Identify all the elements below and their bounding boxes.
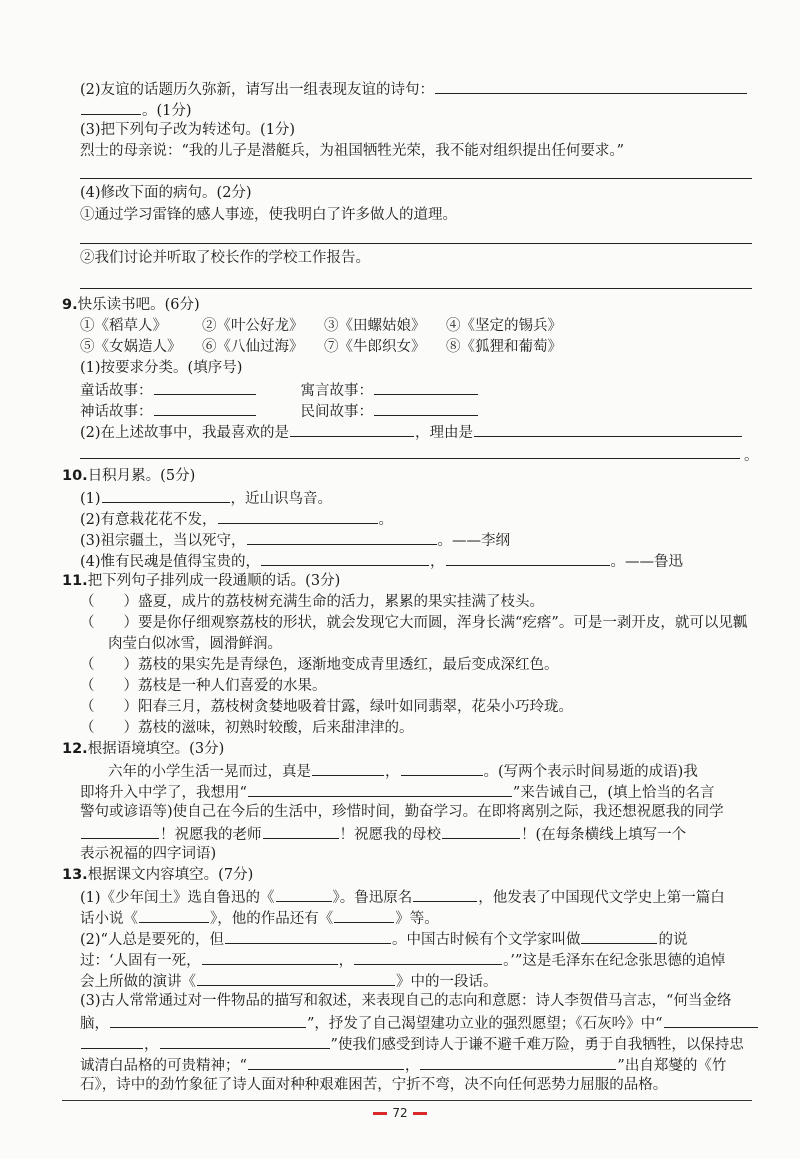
q9-title — [62, 295, 200, 315]
q8-3-prompt: (3)把下列句子改为转述句。(1分) — [80, 122, 296, 138]
prompt-text: (1)《少年闰土》选自鲁迅的《 — [80, 890, 275, 906]
q8-3-quote: 烈士的母亲说：“我的儿子是潜艇兵，为祖国牺牲光荣，我不能对组织提出任何要求。” — [80, 143, 625, 159]
q11-item: （ ）阳春三月，荔枝树贪婪地吸着甘露，绿叶如同翡翠，花朵小巧玲珑。 — [80, 699, 573, 715]
q13-line-4 — [80, 949, 725, 971]
q13-title — [62, 865, 253, 885]
q10-4 — [80, 550, 683, 572]
q9-book-row-1 — [80, 316, 562, 336]
q10-title — [62, 466, 195, 486]
q13-line-8 — [80, 1033, 744, 1055]
q8-2-score: 。(1分) — [142, 103, 192, 119]
question-title: 根据语境填空。(3分) — [87, 741, 225, 757]
q13-line-1 — [80, 886, 725, 908]
answer-blank[interactable] — [139, 907, 209, 923]
answer-blank[interactable] — [420, 1054, 616, 1070]
q9-category-row-1 — [80, 379, 479, 401]
answer-blank[interactable] — [248, 781, 512, 797]
prompt-text: ， — [338, 953, 354, 969]
q10-1 — [80, 487, 332, 509]
q13-line-10: 石》，诗中的劲竹象征了诗人面对种种艰难困苦，宁折不弯，决不向任何恶势力屈服的品格。 — [80, 1077, 668, 1093]
prompt-text: ”出自郑燮的《竹 — [617, 1058, 727, 1074]
question-title: 日积月累。(5分) — [87, 468, 196, 484]
answer-line[interactable] — [80, 243, 752, 244]
q8-4-sentence-2: ②我们讨论并听取了校长作的学校工作报告。 — [80, 250, 370, 266]
prompt-text: (4)惟有民魂是值得宝贵的， — [80, 554, 261, 570]
question-title: 快乐读书吧。(6分) — [77, 297, 200, 313]
prompt-text: 诚清白品格的可贵精神；“ — [80, 1058, 247, 1074]
q8-4-sentence-1: ①通过学习雷锋的感人事迹，使我明白了许多做人的道理。 — [80, 207, 457, 223]
q11-item-cont: 肉莹白似冰雪，圆滑鲜润。 — [108, 636, 282, 652]
q8-part2 — [80, 78, 748, 100]
book-item: ⑥《八仙过海》 — [202, 339, 304, 355]
q12-line-5: 表示祝福的四字词语) — [80, 846, 217, 862]
q11-item: （ ）要是你仔细观察荔枝的形状，就会发现它大而圆，浑身长满“疙瘩”。可是一剥开皮，就可以见瓤 — [80, 615, 748, 631]
page-number-text: 72 — [392, 1106, 408, 1120]
q12-line-3: 警句或谚语等)使自己在今后的生活中，珍惜时间，勤奋学习。在即将离别之际，我还想祝愿我的同学 — [80, 804, 724, 820]
q9-book-row-2 — [80, 337, 562, 357]
prompt-text: 。’”这是毛泽东在纪念张思德的追悼 — [503, 953, 726, 969]
prompt-text: 》中的一段话。 — [396, 974, 498, 990]
answer-blank[interactable] — [261, 550, 429, 566]
answer-blank[interactable] — [435, 78, 747, 94]
q9-2-prompt — [80, 421, 743, 443]
answer-blank[interactable] — [276, 886, 332, 902]
question-title: 把下列句子排列成一段通顺的话。(3分) — [87, 573, 341, 589]
category-label: 童话故事： — [80, 383, 153, 399]
q13-line-9 — [80, 1054, 726, 1076]
q13-line-2 — [80, 907, 439, 929]
prompt-text: ，他发表了中国现代文学史上第一篇白 — [478, 890, 725, 906]
prompt-text: (3)祖宗疆土，当以死守， — [80, 533, 246, 549]
prompt-text: ， — [430, 554, 445, 570]
q11-item: （ ）荔枝是一种人们喜爱的水果。 — [80, 678, 327, 694]
q10-3 — [80, 529, 510, 551]
q13-line-6: (3)古人常常通过对一件物品的描写和叙述，来表现自己的志向和意愿：诗人李贺借马言志，“何当金络 — [80, 993, 732, 1009]
answer-blank[interactable] — [664, 1012, 758, 1028]
dash-ornament — [413, 1112, 427, 1115]
answer-blank[interactable] — [110, 1012, 306, 1028]
prompt-text: 话小说《 — [80, 911, 138, 927]
prompt-text: ，理由是 — [415, 425, 474, 441]
q9-category-row-2 — [80, 400, 479, 422]
answer-blank[interactable] — [197, 970, 395, 986]
q8-2-prompt: (2)友谊的话题历久弥新，请写出一组表现友谊的诗句： — [80, 82, 435, 98]
answer-blank[interactable] — [263, 823, 339, 839]
q11-item: （ ）荔枝的滋味，初熟时较酸，后来甜津津的。 — [80, 720, 414, 736]
book-item: ⑦《牛郎织女》 — [324, 339, 426, 355]
answer-blank[interactable] — [154, 400, 256, 416]
answer-blank[interactable] — [81, 823, 159, 839]
prompt-text: 。中国古时候有个文学家叫做 — [391, 932, 581, 948]
answer-blank[interactable] — [102, 487, 230, 503]
answer-blank[interactable] — [248, 1054, 404, 1070]
q11-title — [62, 571, 340, 591]
prompt-text: 会上所做的演讲《 — [80, 974, 196, 990]
prompt-text: ，近山识鸟音。 — [230, 491, 333, 507]
prompt-text: ”使我们感受到诗人于谦不避千难万险，勇于自我牺牲，以保持忠 — [330, 1037, 744, 1053]
q11-item: （ ）荔枝的果实先是青绿色，逐渐地变成青里透红，最后变成深红色。 — [80, 657, 559, 673]
prompt-text: 即将升入中学了，我想用“ — [80, 785, 247, 801]
question-number: 11. — [62, 573, 88, 589]
q8-part2-cont — [80, 99, 192, 121]
q13-line-5 — [80, 970, 498, 992]
answer-blank[interactable] — [446, 550, 610, 566]
answer-blank[interactable] — [442, 823, 520, 839]
prompt-text: 。(写两个表示时间易逝的成语)我 — [483, 764, 698, 780]
prompt-text: ， — [144, 1037, 159, 1053]
answer-blank[interactable] — [160, 1033, 330, 1049]
period: 。 — [744, 448, 759, 464]
prompt-text: ”来告诫自己，(填上恰当的名言 — [512, 785, 715, 801]
answer-blank[interactable] — [334, 907, 394, 923]
book-item: ②《叶公好龙》 — [202, 318, 304, 334]
answer-blank[interactable] — [290, 421, 414, 437]
answer-blank[interactable] — [218, 508, 378, 524]
prompt-text: 六年的小学生活一晃而过，真是 — [108, 764, 311, 780]
category-label: 民间故事： — [300, 404, 373, 420]
prompt-text: 。——李纲 — [437, 533, 511, 549]
q13-line-3 — [80, 928, 687, 950]
prompt-text: ”，抒发了自己渴望建功立业的强烈愿望；《石灰吟》中“ — [307, 1016, 663, 1032]
prompt-text: 脑， — [80, 1016, 109, 1032]
prompt-text: 。——鲁迅 — [610, 554, 684, 570]
question-title: 根据课文内容填空。(7分) — [87, 867, 254, 883]
dash-ornament — [373, 1112, 387, 1115]
book-item: ③《田螺姑娘》 — [324, 318, 426, 334]
answer-blank[interactable] — [202, 949, 338, 965]
answer-blank[interactable] — [81, 99, 141, 115]
category-label: 神话故事： — [80, 404, 153, 420]
footer-rule — [62, 1100, 752, 1101]
q12-line-1 — [108, 760, 698, 782]
prompt-text: ！祝愿我的母校 — [339, 827, 441, 843]
answer-line[interactable] — [80, 458, 740, 459]
book-item: ④《坚定的锡兵》 — [446, 318, 562, 334]
category-label: 寓言故事： — [300, 383, 373, 399]
answer-blank[interactable] — [374, 400, 478, 416]
q9-1-prompt: (1)按要求分类。(填序号) — [80, 360, 243, 376]
answer-blank[interactable] — [474, 421, 742, 437]
prompt-text: ！祝愿我的老师 — [160, 827, 262, 843]
book-item: ①《稻草人》 — [80, 318, 167, 334]
book-item: ⑤《女娲造人》 — [80, 339, 182, 355]
prompt-text: ， — [385, 764, 400, 780]
q12-line-2 — [80, 781, 715, 803]
q11-item: （ ）盛夏，成片的荔枝树充满生命的活力，累累的果实挂满了枝头。 — [80, 594, 544, 610]
prompt-text: ！(在每条横线上填写一个 — [521, 827, 687, 843]
answer-blank[interactable] — [154, 379, 256, 395]
book-item: ⑧《狐狸和葡萄》 — [446, 339, 562, 355]
prompt-text: (2)在上述故事中，我最喜欢的是 — [80, 425, 290, 441]
question-number: 10. — [62, 468, 88, 484]
answer-line[interactable] — [80, 288, 752, 289]
question-number: 9. — [62, 297, 78, 313]
prompt-text: (2)“人总是要死的，但 — [80, 932, 224, 948]
answer-blank[interactable] — [312, 760, 384, 776]
q13-line-7 — [80, 1012, 759, 1034]
q12-line-4 — [80, 823, 686, 845]
prompt-text: 》，他的作品还有《 — [210, 911, 334, 927]
page-number — [0, 1106, 800, 1120]
prompt-text: 》等。 — [395, 911, 439, 927]
answer-blank[interactable] — [247, 529, 437, 545]
answer-blank[interactable] — [81, 1033, 143, 1049]
answer-blank[interactable] — [354, 949, 502, 965]
answer-blank[interactable] — [401, 760, 483, 776]
question-number: 13. — [62, 867, 88, 883]
answer-blank[interactable] — [374, 379, 478, 395]
q10-2 — [80, 508, 393, 530]
answer-blank[interactable] — [413, 886, 477, 902]
prompt-text: (1) — [80, 491, 101, 507]
answer-blank[interactable] — [581, 928, 657, 944]
prompt-text: ， — [404, 1058, 420, 1074]
answer-blank[interactable] — [225, 928, 391, 944]
prompt-text: (2)有意栽花花不发， — [80, 512, 217, 528]
question-number: 12. — [62, 741, 88, 757]
answer-line[interactable] — [80, 178, 752, 179]
q12-title — [62, 739, 224, 759]
prompt-text: 》。鲁迅原名 — [332, 890, 413, 906]
prompt-text: 。 — [378, 512, 394, 528]
prompt-text: 过：‘人固有一死， — [80, 953, 201, 969]
q8-4-prompt: (4)修改下面的病句。(2分) — [80, 185, 252, 201]
prompt-text: 的说 — [658, 932, 688, 948]
